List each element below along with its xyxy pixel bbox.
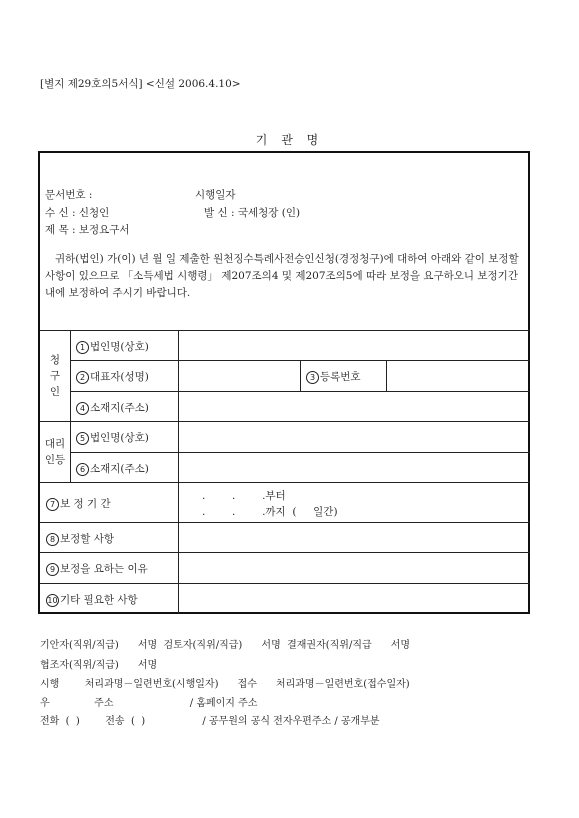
footer-dispatch-line: 시행 처리과명－일련번호(시행일자) 접수 처리과명－일련번호(접수일자) xyxy=(40,679,410,690)
footer-approval-line: 기안자(직위/직급) 서명 검토자(직위/직급) 서명 결재권자(직위/직급 서명 xyxy=(40,640,411,651)
applicant-group-label: 청 구 인 xyxy=(49,354,61,398)
applicant-corp-name-label: 1 법인명(상호) xyxy=(76,339,149,354)
correction-period-label: 7 보 정 기 간 xyxy=(46,496,111,511)
correction-reason-label: 9 보정을 요하는 이유 xyxy=(46,561,148,576)
number-4-icon: 4 xyxy=(76,402,89,415)
form-box xyxy=(38,151,530,614)
period-to: . . .까지 ( 일간) xyxy=(202,506,338,518)
subject-label: 제 목 : 보정요구서 xyxy=(45,224,130,236)
footer-cooperation-line: 협조자(직위/직급) 서명 xyxy=(40,660,158,671)
sender-label: 발 신 : 국세청장 (인) xyxy=(204,207,301,219)
footer-contact-line: 전화 ( ) 전송 ( ) / 공무원의 공식 전자우편주소 / 공개부분 xyxy=(40,716,380,727)
number-9-icon: 9 xyxy=(46,563,59,576)
agent-corp-name-label: 5 법인명(상호) xyxy=(76,430,149,445)
number-8-icon: 8 xyxy=(46,533,59,546)
applicant-rep-label: 2 대표자(성명) xyxy=(76,369,149,384)
number-3-icon: 3 xyxy=(306,371,319,384)
number-1-icon: 1 xyxy=(76,341,89,354)
agent-group-label: 대리 인등 xyxy=(44,438,66,466)
other-info-label: 10 기타 필요한 사항 xyxy=(47,594,138,606)
number-6-icon: 6 xyxy=(76,463,89,476)
footer-address-line: 우 주소 / 홈페이지 주소 xyxy=(40,698,258,709)
organization-name: 기 관 명 xyxy=(255,133,324,147)
number-2-icon: 2 xyxy=(76,371,89,384)
number-10-icon: 10 xyxy=(47,596,58,605)
correction-items-label: 8 보정할 사항 xyxy=(46,531,114,546)
agent-address-label: 6 소재지(주소) xyxy=(76,461,149,476)
doc-number-label: 문서번호 : xyxy=(45,189,93,201)
recipient-label: 수 신 : 신청인 xyxy=(45,207,110,219)
period-from: . . .부터 xyxy=(202,490,286,502)
number-5-icon: 5 xyxy=(76,432,89,445)
applicant-reg-number-label: 3 등록번호 xyxy=(306,369,361,384)
form-reference: [별지 제29호의5서식] <신설 2006.4.10> xyxy=(40,78,241,90)
applicant-address-label: 4 소재지(주소) xyxy=(76,400,149,415)
issue-date-label: 시행일자 xyxy=(195,189,236,201)
number-7-icon: 7 xyxy=(46,498,59,511)
request-body-text: 귀하(법인) 가(이) 년 월 일 제출한 원천징수특례사전승인신청(경정청구)에 대하여 아래와 같이 보정할 사항이 있으므로 「소득세법 시행령」 제207조의4 및 제207조의5에 따라 보정을 요구하오니 보정기간 내에 보정하여 주시기 바랍니다. xyxy=(45,253,519,299)
